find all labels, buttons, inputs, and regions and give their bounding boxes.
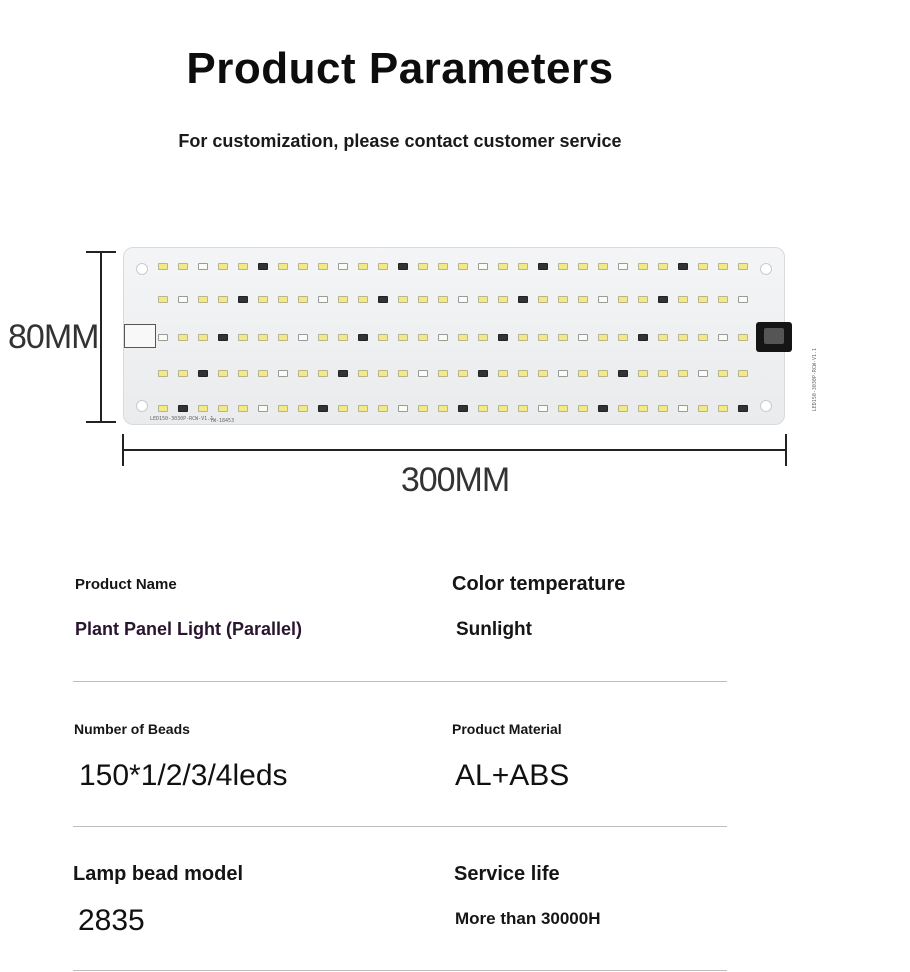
led-bead: [578, 296, 588, 303]
led-bead: [718, 334, 728, 341]
led-bead: [498, 370, 508, 377]
led-bead: [658, 370, 668, 377]
led-bead: [518, 263, 528, 270]
led-bead: [638, 296, 648, 303]
led-bead: [678, 405, 688, 412]
led-bead: [598, 405, 608, 412]
led-bead: [698, 405, 708, 412]
product-name-label: Product Name: [75, 576, 177, 593]
led-bead: [258, 370, 268, 377]
led-bead: [258, 334, 268, 341]
led-bead: [398, 334, 408, 341]
led-bead: [238, 370, 248, 377]
led-bead: [738, 405, 748, 412]
led-bead: [618, 334, 628, 341]
led-bead: [478, 296, 488, 303]
led-bead: [718, 405, 728, 412]
led-bead: [638, 334, 648, 341]
led-bead: [178, 334, 188, 341]
width-dimension-label: 300MM: [400, 461, 510, 499]
led-bead: [618, 370, 628, 377]
led-bead: [618, 405, 628, 412]
led-bead: [298, 334, 308, 341]
led-bead: [698, 334, 708, 341]
led-bead: [218, 334, 228, 341]
led-bead: [258, 263, 268, 270]
led-bead: [378, 263, 388, 270]
led-bead: [458, 370, 468, 377]
led-bead: [298, 405, 308, 412]
led-bead: [358, 296, 368, 303]
led-bead: [358, 334, 368, 341]
led-bead: [578, 405, 588, 412]
service-life-label: Service life: [454, 863, 560, 885]
led-bead: [738, 334, 748, 341]
led-row: [158, 334, 754, 340]
led-bead: [678, 263, 688, 270]
led-bead: [218, 296, 228, 303]
led-bead: [638, 370, 648, 377]
led-bead: [598, 296, 608, 303]
led-bead: [278, 263, 288, 270]
led-bead: [718, 370, 728, 377]
led-bead: [698, 263, 708, 270]
led-bead: [698, 296, 708, 303]
led-bead: [478, 334, 488, 341]
height-dimension-line: [100, 252, 102, 423]
led-bead: [198, 296, 208, 303]
led-row: [158, 370, 754, 376]
led-bead: [738, 296, 748, 303]
led-bead: [558, 296, 568, 303]
led-bead: [358, 405, 368, 412]
led-bead: [178, 296, 188, 303]
led-bead: [498, 296, 508, 303]
led-bead: [558, 334, 568, 341]
led-row: [158, 296, 754, 302]
product-material-label: Product Material: [452, 721, 562, 737]
led-bead: [658, 334, 668, 341]
led-bead: [558, 370, 568, 377]
led-bead: [218, 370, 228, 377]
led-bead: [738, 370, 748, 377]
led-bead: [538, 334, 548, 341]
led-bead: [498, 263, 508, 270]
mounting-hole: [136, 400, 148, 412]
led-bead: [478, 370, 488, 377]
product-name-value: Plant Panel Light (Parallel): [75, 619, 303, 639]
led-bead: [478, 263, 488, 270]
led-bead: [198, 405, 208, 412]
product-material-value: AL+ABS: [455, 759, 570, 792]
led-bead: [438, 370, 448, 377]
led-bead: [518, 334, 528, 341]
color-temperature-label: Color temperature: [452, 573, 626, 595]
led-bead: [278, 405, 288, 412]
led-bead: [418, 334, 428, 341]
led-bead: [278, 296, 288, 303]
led-bead: [638, 263, 648, 270]
led-bead: [658, 405, 668, 412]
led-bead: [218, 263, 228, 270]
height-dimension-label: 80MM: [8, 318, 99, 356]
led-bead: [458, 263, 468, 270]
led-bead: [338, 263, 348, 270]
led-bead: [298, 296, 308, 303]
led-bead: [578, 263, 588, 270]
led-bead: [678, 370, 688, 377]
led-row: [158, 405, 754, 411]
led-bead: [338, 370, 348, 377]
led-bead: [498, 405, 508, 412]
divider: [73, 970, 727, 971]
led-bead: [458, 334, 468, 341]
led-bead: [438, 405, 448, 412]
led-bead: [258, 296, 268, 303]
led-bead: [458, 296, 468, 303]
led-bead: [538, 405, 548, 412]
led-bead: [518, 405, 528, 412]
led-row: [158, 263, 754, 269]
led-bead: [498, 334, 508, 341]
mounting-hole: [760, 263, 772, 275]
led-bead: [238, 296, 248, 303]
led-bead: [718, 296, 728, 303]
service-life-value: More than 30000H: [455, 909, 601, 928]
led-bead: [618, 296, 628, 303]
led-bead: [198, 370, 208, 377]
led-bead: [518, 370, 528, 377]
led-bead: [718, 263, 728, 270]
width-dimension-line: [123, 449, 787, 451]
led-bead: [398, 263, 408, 270]
led-bead: [338, 296, 348, 303]
led-bead: [598, 370, 608, 377]
led-bead: [298, 263, 308, 270]
led-bead: [618, 263, 628, 270]
mounting-hole: [136, 263, 148, 275]
led-bead: [558, 263, 568, 270]
led-bead: [518, 296, 528, 303]
page-title: Product Parameters: [186, 44, 614, 93]
led-bead: [398, 370, 408, 377]
led-panel-board: [123, 247, 818, 425]
led-bead: [578, 334, 588, 341]
led-bead: [458, 405, 468, 412]
led-bead: [158, 296, 168, 303]
led-bead: [438, 296, 448, 303]
led-bead: [578, 370, 588, 377]
height-dimension-cap-top: [86, 251, 116, 253]
led-bead: [438, 263, 448, 270]
led-bead: [318, 405, 328, 412]
led-bead: [418, 370, 428, 377]
lamp-bead-model-value: 2835: [78, 904, 145, 937]
led-bead: [358, 263, 368, 270]
led-bead: [158, 263, 168, 270]
led-bead: [238, 405, 248, 412]
led-bead: [738, 263, 748, 270]
led-bead: [538, 296, 548, 303]
divider: [73, 681, 727, 682]
led-bead: [418, 405, 428, 412]
number-of-beads-label: Number of Beads: [74, 721, 190, 737]
led-bead: [318, 370, 328, 377]
led-bead: [158, 370, 168, 377]
led-bead: [378, 370, 388, 377]
led-bead: [238, 334, 248, 341]
board-print-code: YW-18453: [210, 418, 235, 424]
led-bead: [358, 370, 368, 377]
led-bead: [558, 405, 568, 412]
led-bead: [378, 405, 388, 412]
led-bead: [658, 296, 668, 303]
lamp-bead-model-label: Lamp bead model: [73, 863, 244, 885]
led-bead: [538, 370, 548, 377]
led-bead: [398, 296, 408, 303]
led-bead: [598, 263, 608, 270]
led-bead: [638, 405, 648, 412]
page-subtitle: For customization, please contact customer service: [178, 131, 622, 151]
height-dimension-cap-bottom: [86, 421, 116, 423]
power-connector: [756, 322, 792, 352]
led-bead: [598, 334, 608, 341]
led-bead: [338, 405, 348, 412]
led-bead: [338, 334, 348, 341]
led-bead: [378, 296, 388, 303]
led-bead: [198, 334, 208, 341]
led-bead: [198, 263, 208, 270]
led-bead: [418, 296, 428, 303]
led-bead: [158, 334, 168, 341]
led-bead: [318, 263, 328, 270]
divider: [73, 826, 727, 827]
mounting-hole: [760, 400, 772, 412]
led-bead: [318, 334, 328, 341]
color-temperature-value: Sunlight: [456, 619, 532, 640]
led-bead: [278, 370, 288, 377]
led-bead: [298, 370, 308, 377]
led-bead: [218, 405, 228, 412]
led-bead: [278, 334, 288, 341]
led-bead: [698, 370, 708, 377]
led-bead: [398, 405, 408, 412]
led-bead: [678, 334, 688, 341]
led-bead: [158, 405, 168, 412]
led-bead: [178, 263, 188, 270]
led-bead: [418, 263, 428, 270]
led-bead: [238, 263, 248, 270]
led-bead: [378, 334, 388, 341]
board-print-right: LED150-3030P-RCW-V1.1: [812, 348, 818, 412]
led-bead: [478, 405, 488, 412]
board-print-left: LED150-3030P-RCW-V1.1: [150, 416, 214, 422]
led-bead: [178, 370, 188, 377]
led-bead: [318, 296, 328, 303]
solder-pad: [124, 324, 156, 348]
number-of-beads-value: 150*1/2/3/4leds: [79, 759, 288, 792]
led-bead: [258, 405, 268, 412]
led-bead: [538, 263, 548, 270]
led-bead: [678, 296, 688, 303]
led-bead: [438, 334, 448, 341]
led-bead: [178, 405, 188, 412]
led-bead: [658, 263, 668, 270]
